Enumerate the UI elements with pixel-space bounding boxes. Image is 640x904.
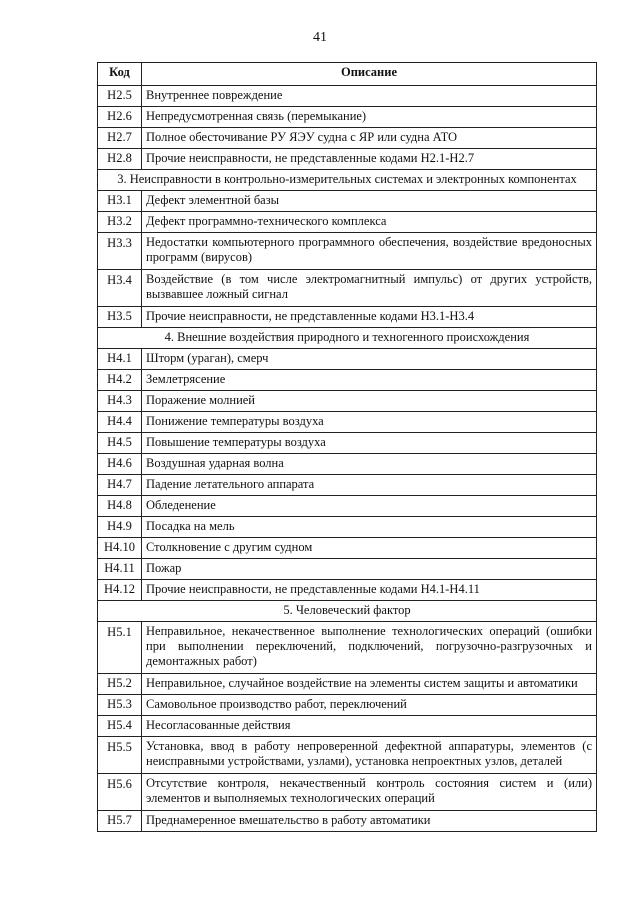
- row-code: Н3.2: [98, 212, 142, 233]
- fault-code-table: [97, 62, 597, 832]
- table-row: [98, 433, 597, 454]
- table-row: [98, 270, 597, 307]
- table-row: [98, 191, 597, 212]
- row-description: Дефект элементной базы: [142, 191, 597, 212]
- row-code: Н4.12: [98, 580, 142, 601]
- row-code: Н4.8: [98, 496, 142, 517]
- row-code: Н4.4: [98, 412, 142, 433]
- row-code: Н4.9: [98, 517, 142, 538]
- row-code: Н2.5: [98, 86, 142, 107]
- table-row: [98, 538, 597, 559]
- row-code: Н2.7: [98, 128, 142, 149]
- row-description: Понижение температуры воздуха: [142, 412, 597, 433]
- row-code: Н3.5: [98, 307, 142, 328]
- row-code: Н4.5: [98, 433, 142, 454]
- row-code: Н3.4: [98, 270, 142, 307]
- table-row: [98, 454, 597, 475]
- table-row: [98, 559, 597, 580]
- section-heading-row: [98, 328, 597, 349]
- table-row: [98, 412, 597, 433]
- table-header-row: [98, 63, 597, 86]
- row-description: Повышение температуры воздуха: [142, 433, 597, 454]
- table-row: [98, 811, 597, 832]
- row-code: Н4.7: [98, 475, 142, 496]
- row-description: Падение летательного аппарата: [142, 475, 597, 496]
- row-description: Поражение молнией: [142, 391, 597, 412]
- section-heading: 4. Внешние воздействия природного и техногенного происхождения: [98, 328, 597, 349]
- row-description: Недостатки компьютерного программного обеспечения, воздействие вредоносных программ (вирусов): [142, 233, 597, 270]
- table-row: [98, 212, 597, 233]
- table-row: [98, 128, 597, 149]
- table-row: [98, 622, 597, 674]
- section-heading: 5. Человеческий фактор: [98, 601, 597, 622]
- row-code: Н2.6: [98, 107, 142, 128]
- table-row: [98, 349, 597, 370]
- row-code: Н5.1: [98, 622, 142, 674]
- table-row: [98, 370, 597, 391]
- row-description: Пожар: [142, 559, 597, 580]
- row-description: Воздействие (в том числе электромагнитный импульс) от других устройств, вызвавшее ложный сигнал: [142, 270, 597, 307]
- row-code: Н4.11: [98, 559, 142, 580]
- row-description: Отсутствие контроля, некачественный контроль состояния систем и (или) элементов и выполняемых технологических операций: [142, 774, 597, 811]
- row-code: Н5.7: [98, 811, 142, 832]
- row-code: Н4.1: [98, 349, 142, 370]
- row-code: Н5.6: [98, 774, 142, 811]
- table-row: [98, 307, 597, 328]
- table-row: [98, 107, 597, 128]
- table-row: [98, 496, 597, 517]
- row-description: Преднамеренное вмешательство в работу автоматики: [142, 811, 597, 832]
- row-description: Шторм (ураган), смерч: [142, 349, 597, 370]
- row-code: Н3.1: [98, 191, 142, 212]
- table-row: [98, 716, 597, 737]
- row-description: Установка, ввод в работу непроверенной дефектной аппаратуры, элементов (с неисправными устройствами, узлами), установка непроектных узлов, деталей: [142, 737, 597, 774]
- row-description: Несогласованные действия: [142, 716, 597, 737]
- header-code: Код: [98, 63, 142, 86]
- row-description: Воздушная ударная волна: [142, 454, 597, 475]
- row-code: Н2.8: [98, 149, 142, 170]
- row-description: Обледенение: [142, 496, 597, 517]
- row-code: Н5.4: [98, 716, 142, 737]
- table-row: [98, 674, 597, 695]
- row-description: Прочие неисправности, не представленные кодами Н2.1-Н2.7: [142, 149, 597, 170]
- row-code: Н4.10: [98, 538, 142, 559]
- table-row: [98, 774, 597, 811]
- table-row: [98, 695, 597, 716]
- row-description: Землетрясение: [142, 370, 597, 391]
- table-row: [98, 517, 597, 538]
- page-number: 41: [313, 30, 327, 45]
- row-code: Н4.2: [98, 370, 142, 391]
- table-row: [98, 580, 597, 601]
- section-heading: 3. Неисправности в контрольно-измерительных системах и электронных компонентах: [98, 170, 597, 191]
- row-code: Н5.3: [98, 695, 142, 716]
- row-description: Самовольное производство работ, переключений: [142, 695, 597, 716]
- row-description: Дефект программно-технического комплекса: [142, 212, 597, 233]
- row-code: Н4.6: [98, 454, 142, 475]
- row-code: Н3.3: [98, 233, 142, 270]
- row-description: Прочие неисправности, не представленные кодами Н3.1-Н3.4: [142, 307, 597, 328]
- table-row: [98, 233, 597, 270]
- table-row: [98, 737, 597, 774]
- row-description: Посадка на мель: [142, 517, 597, 538]
- section-heading-row: [98, 601, 597, 622]
- table-row: [98, 86, 597, 107]
- row-description: Столкновение с другим судном: [142, 538, 597, 559]
- row-description: Полное обесточивание РУ ЯЭУ судна с ЯР или судна АТО: [142, 128, 597, 149]
- row-description: Непредусмотренная связь (перемыкание): [142, 107, 597, 128]
- row-description: Прочие неисправности, не представленные кодами Н4.1-Н4.11: [142, 580, 597, 601]
- row-description: Неправильное, некачественное выполнение технологических операций (ошибки при выполнении переключений, подключений, погрузочно-разгрузочных и демонтажных работ): [142, 622, 597, 674]
- header-description: Описание: [142, 63, 597, 86]
- table-body: [98, 86, 597, 832]
- section-heading-row: [98, 170, 597, 191]
- row-description: Внутреннее повреждение: [142, 86, 597, 107]
- row-description: Неправильное, случайное воздействие на элементы систем защиты и автоматики: [142, 674, 597, 695]
- table-row: [98, 391, 597, 412]
- table-row: [98, 475, 597, 496]
- row-code: Н4.3: [98, 391, 142, 412]
- row-code: Н5.5: [98, 737, 142, 774]
- table-row: [98, 149, 597, 170]
- row-code: Н5.2: [98, 674, 142, 695]
